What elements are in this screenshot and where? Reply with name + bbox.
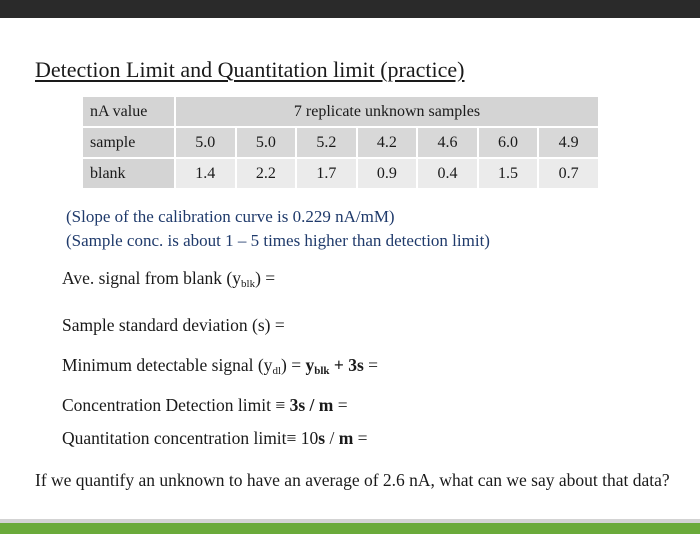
row-label-sample: sample [83, 127, 175, 158]
table-cell: 4.2 [357, 127, 418, 158]
cdl-bold: 3s / m [289, 395, 334, 415]
question-text: If we quantify an unknown to have an average of 2.6 nA, what can we say about that data? [35, 470, 670, 490]
table-header-row [83, 97, 599, 127]
table-cell: 5.0 [236, 127, 297, 158]
slide-title: Detection Limit and Quantitation limit (practice) [35, 57, 465, 82]
bottom-bar [0, 519, 700, 534]
table-cell: 2.2 [236, 158, 297, 189]
min-prefix: Minimum detectable signal (y [62, 355, 273, 375]
note-concentration: (Sample conc. is about 1 – 5 times higher than detection limit) [66, 231, 490, 250]
table-cell: 4.9 [538, 127, 599, 158]
cdl-suffix: = [333, 395, 348, 415]
min-bold-subscript: blk [314, 365, 330, 377]
top-bar [0, 0, 700, 18]
table-cell: 0.7 [538, 158, 599, 189]
table-cell: 1.4 [175, 158, 236, 189]
table-cell: 6.0 [478, 127, 539, 158]
min-mid: ) = [281, 355, 306, 375]
qcl-mid: / [325, 428, 339, 448]
table-cell: 0.9 [357, 158, 418, 189]
table-header-label: nA value [83, 97, 175, 127]
table-row-sample [83, 127, 599, 158]
table-cell: 1.7 [296, 158, 357, 189]
min-bold-y: y [305, 355, 315, 375]
table-cell: 1.5 [478, 158, 539, 189]
min-suffix: = [363, 355, 379, 375]
line-standard-deviation: Sample standard deviation (s) = [62, 315, 285, 335]
table-cell: 4.6 [417, 127, 478, 158]
min-bold-plus: + 3s [329, 355, 364, 375]
table-cell: 0.4 [417, 158, 478, 189]
cdl-prefix: Concentration Detection limit ≡ [62, 395, 290, 415]
qcl-prefix: Quantitation concentration limit≡ 10 [62, 428, 319, 448]
qcl-bold-m: m [338, 428, 354, 448]
min-subscript: dl [272, 365, 281, 377]
qcl-bold-s: s [318, 428, 326, 448]
table-header-span: 7 replicate unknown samples [175, 97, 599, 127]
line-minimum-signal [62, 355, 378, 377]
table-cell: 5.2 [296, 127, 357, 158]
data-table [83, 97, 600, 190]
line-average-blank [62, 268, 275, 290]
ave-subscript: blk [241, 278, 256, 290]
ave-suffix: ) = [255, 268, 276, 288]
qcl-suffix: = [353, 428, 368, 448]
ave-prefix: Ave. signal from blank (y [62, 268, 242, 288]
line-quantitation-limit [62, 428, 368, 449]
table-row-blank [83, 158, 599, 189]
table-cell: 5.0 [175, 127, 236, 158]
note-slope: (Slope of the calibration curve is 0.229 nA/mM) [66, 207, 395, 226]
line-detection-limit [62, 395, 348, 416]
row-label-blank: blank [83, 158, 175, 189]
